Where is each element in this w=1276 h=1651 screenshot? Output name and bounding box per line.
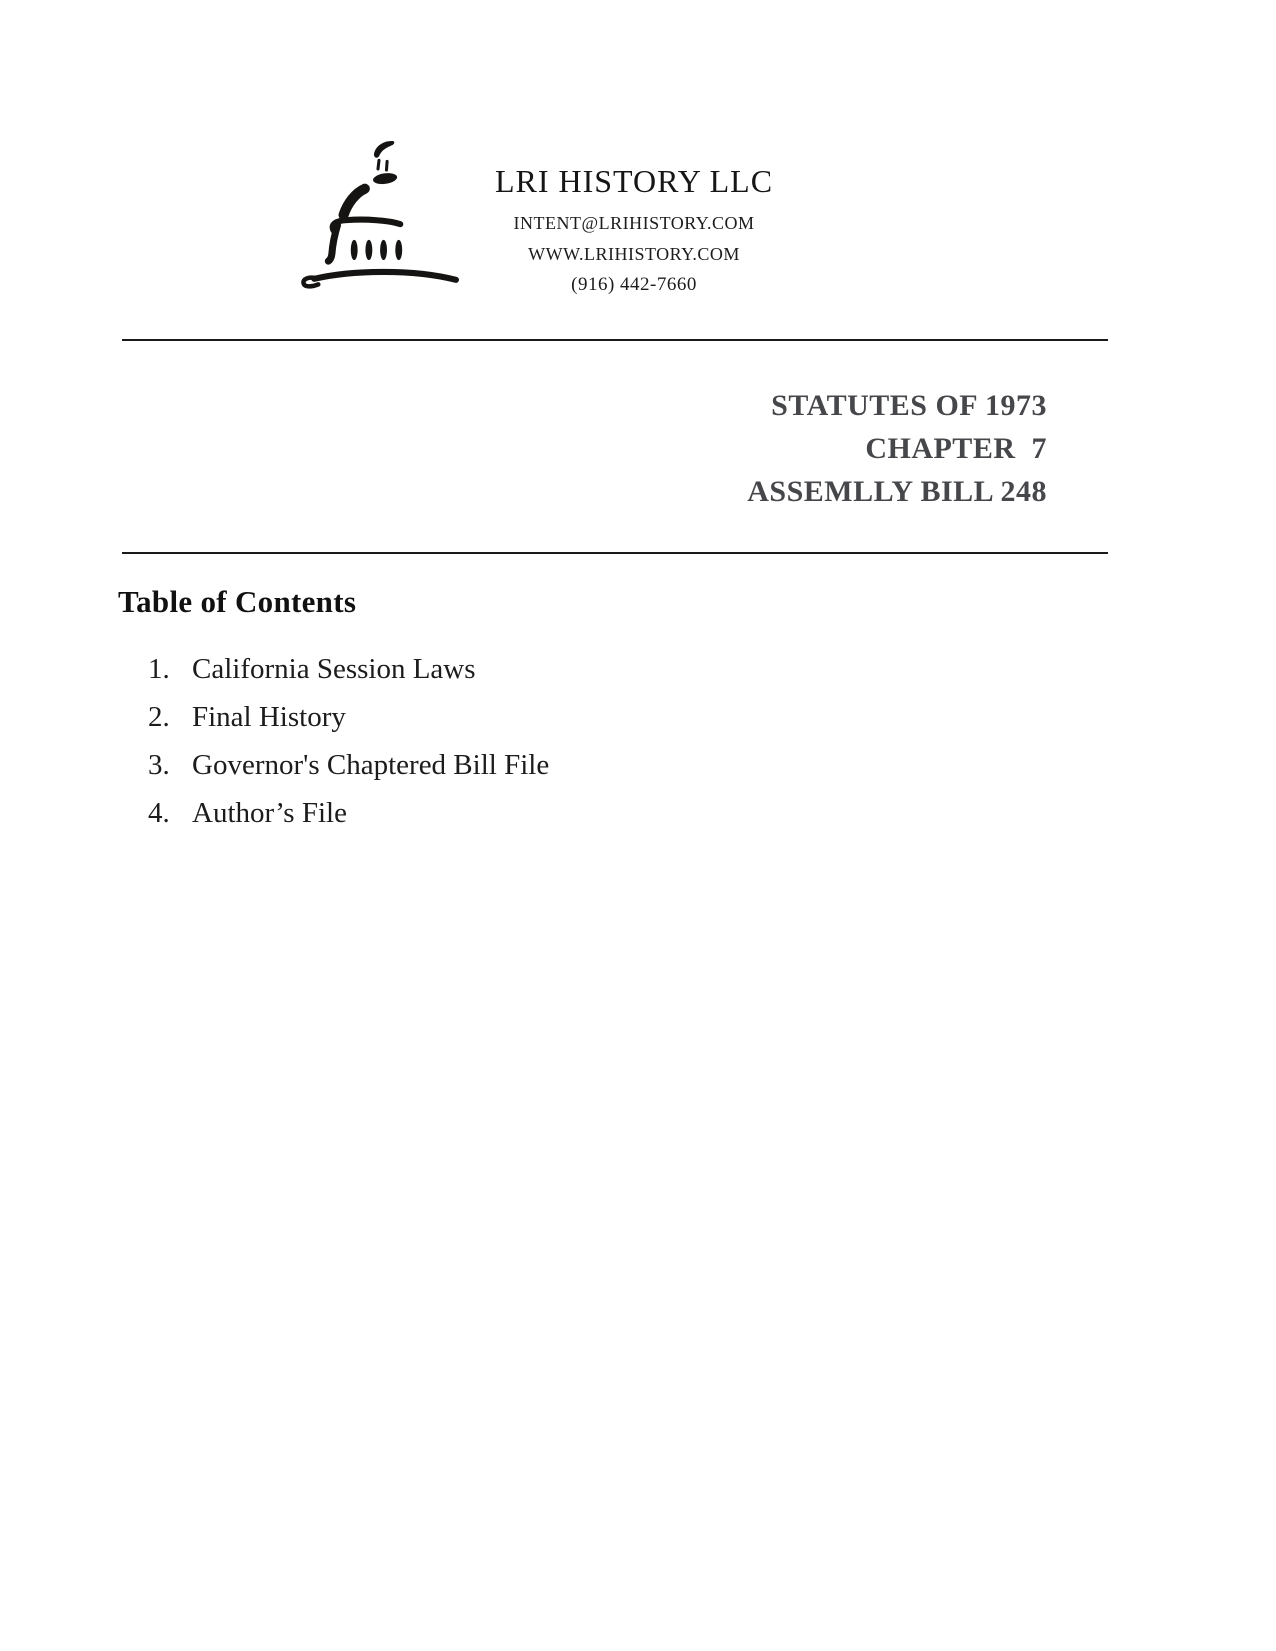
toc-item-number: 3. xyxy=(148,749,170,781)
separator-line-top xyxy=(122,339,1108,341)
bill-line: ASSEMLLY BILL 248 xyxy=(747,475,1047,508)
email-text: INTENT@LRIHISTORY.COM xyxy=(513,213,755,233)
toc-item-number: 2. xyxy=(148,701,170,733)
company-name: LRI HISTORY LLC xyxy=(494,163,774,199)
statutes-title-block xyxy=(747,384,1047,513)
separator-line-bottom xyxy=(122,552,1108,554)
chapter-line: CHAPTER 7 xyxy=(865,432,1047,465)
toc-item-label: Governor's Chaptered Bill File xyxy=(192,749,550,781)
toc-item xyxy=(148,701,549,749)
website-text: WWW.LRIHISTORY.COM xyxy=(528,244,740,264)
statutes-year-line: STATUTES OF 1973 xyxy=(771,389,1047,422)
toc-list xyxy=(148,653,549,845)
phone-text: (916) 442-7660 xyxy=(571,274,697,295)
toc-item xyxy=(148,749,549,797)
toc-item-label: Author’s File xyxy=(192,797,347,829)
toc-item-label: California Session Laws xyxy=(192,653,476,685)
toc-item-number: 4. xyxy=(148,797,170,829)
letterhead xyxy=(378,163,890,300)
toc-item-number: 1. xyxy=(148,653,170,685)
toc-heading: Table of Contents xyxy=(118,584,357,619)
toc-item-label: Final History xyxy=(192,701,346,733)
toc-item xyxy=(148,797,549,845)
toc-item xyxy=(148,653,549,701)
